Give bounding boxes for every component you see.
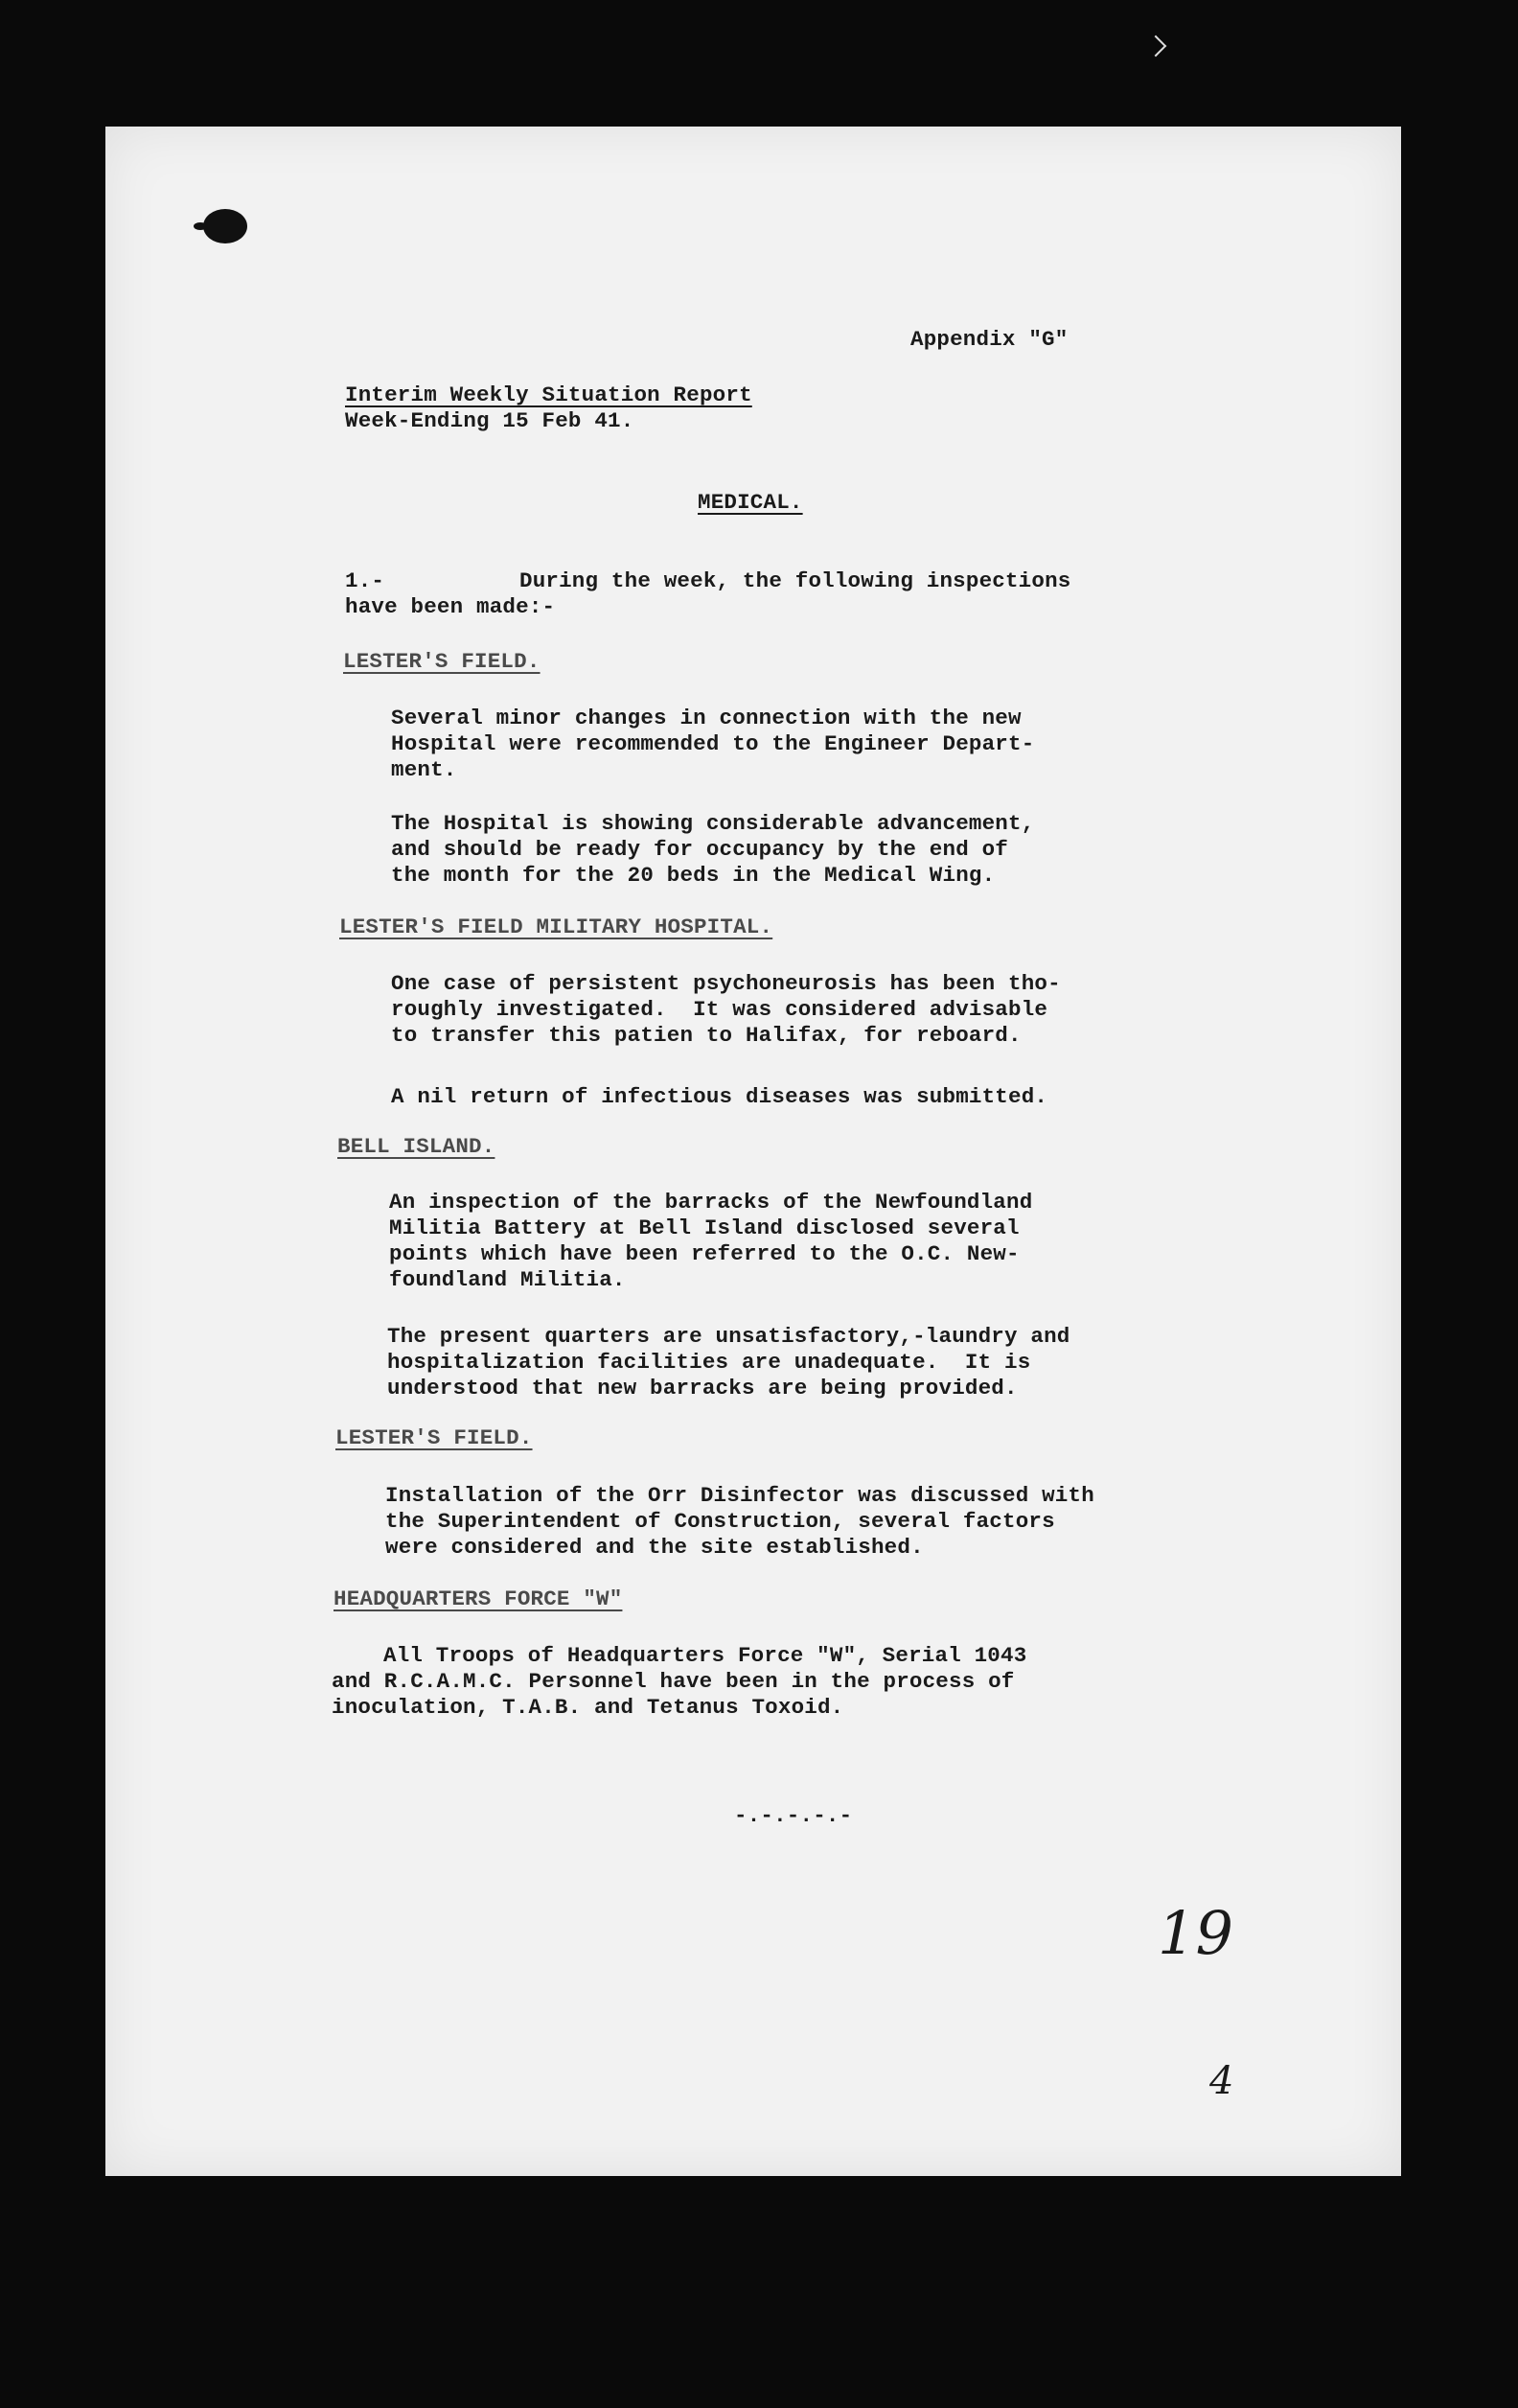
text-line: Installation of the Orr Disinfector was discussed with	[385, 1483, 1094, 1508]
heading-lesters-field: LESTER'S FIELD.	[343, 649, 540, 674]
text-line: the Superintendent of Construction, several factors	[385, 1509, 1055, 1534]
handwritten-page-number: 19	[1158, 1898, 1233, 1968]
heading-lesters-field-2: LESTER'S FIELD.	[335, 1425, 533, 1450]
heading-hq-force: HEADQUARTERS FORCE "W"	[334, 1586, 623, 1611]
para-intro-line1: During the week, the following inspections	[519, 568, 1071, 593]
text-line: points which have been referred to the O.C. New-	[389, 1241, 1020, 1266]
text-line: foundland Militia.	[389, 1267, 626, 1292]
week-ending: Week-Ending 15 Feb 41.	[345, 408, 634, 433]
text-line: to transfer this patien to Halifax, for reboard.	[391, 1023, 1022, 1048]
report-title: Interim Weekly Situation Report	[345, 382, 752, 407]
para-intro-line2: have been made:-	[345, 594, 556, 619]
text-line: and R.C.A.M.C. Personnel have been in the process of	[332, 1669, 1015, 1694]
heading-bell-island: BELL ISLAND.	[337, 1134, 495, 1159]
text-line: The Hospital is showing considerable advancement,	[391, 811, 1035, 836]
text-line: ment.	[391, 757, 457, 782]
text-line: Several minor changes in connection with the new	[391, 706, 1022, 730]
text-line: inoculation, T.A.B. and Tetanus Toxoid.	[332, 1695, 844, 1720]
text-line: understood that new barracks are being provided.	[387, 1376, 1018, 1401]
text-line: Hospital were recommended to the Engineer Depart-	[391, 731, 1035, 756]
text-line: One case of persistent psychoneurosis has been tho-	[391, 971, 1061, 996]
text-line: The present quarters are unsatisfactory,-laundry and	[387, 1324, 1070, 1349]
para-number: 1.-	[345, 568, 385, 593]
text-line: Militia Battery at Bell Island disclosed several	[389, 1216, 1020, 1240]
handwritten-corner-note: 4	[1209, 2059, 1234, 2103]
text-line: were considered and the site established.	[385, 1535, 924, 1560]
text-line: A nil return of infectious diseases was submitted.	[391, 1084, 1048, 1109]
section-heading-medical: MEDICAL.	[698, 490, 803, 515]
text-line: the month for the 20 beds in the Medical Wing.	[391, 863, 996, 888]
ink-blot	[203, 209, 247, 243]
corner-tick-mark	[1145, 35, 1167, 58]
text-line: All Troops of Headquarters Force "W", Serial 1043	[383, 1643, 1027, 1668]
heading-military-hospital: LESTER'S FIELD MILITARY HOSPITAL.	[339, 915, 773, 939]
text-line: hospitalization facilities are unadequate. It is	[387, 1350, 1031, 1375]
end-mark: -.-.-.-.-	[734, 1803, 853, 1828]
text-line: roughly investigated. It was considered advisable	[391, 997, 1048, 1022]
text-line: and should be ready for occupancy by the end of	[391, 837, 1009, 862]
text-line: An inspection of the barracks of the Newfoundland	[389, 1190, 1033, 1215]
document-page	[105, 127, 1401, 2176]
appendix-label: Appendix "G"	[910, 327, 1069, 352]
